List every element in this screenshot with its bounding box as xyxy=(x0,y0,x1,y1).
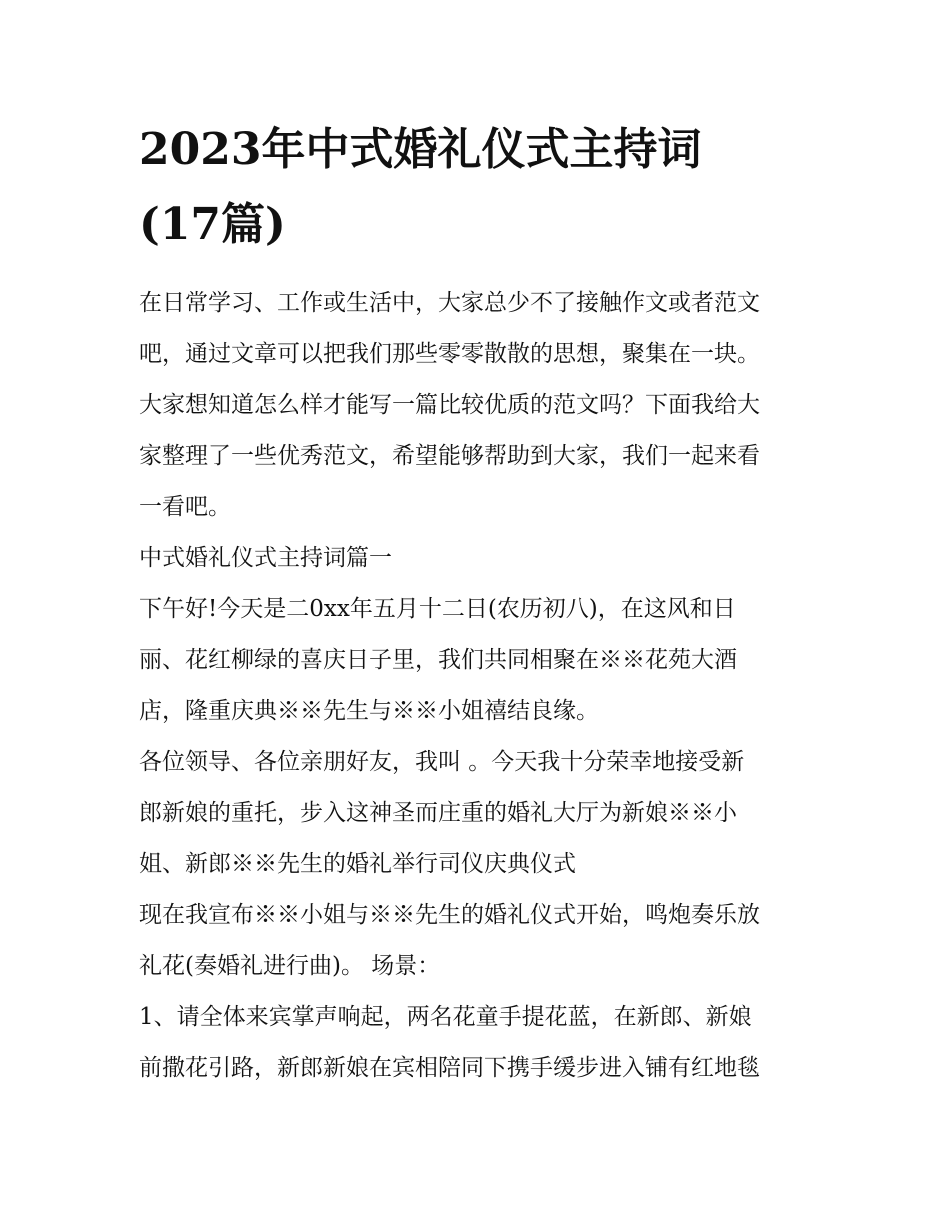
body-line: 店，隆重庆典※※先生与※※小姐禧结良缘。 xyxy=(139,698,599,724)
section-heading: 中式婚礼仪式主持词篇一 xyxy=(139,545,392,571)
body-line: 一看吧。 xyxy=(139,494,231,520)
body-line: 吧，通过文章可以把我们那些零零散散的思想，聚集在一块。 xyxy=(139,341,760,367)
body-line: 1、请全体来宾掌声响起，两名花童手提花蓝，在新郎、新娘 xyxy=(139,1004,752,1030)
body-line: 各位领导、各位亲朋好友，我叫 。今天我十分荣幸地接受新 xyxy=(139,749,745,775)
body-line: 丽、花红柳绿的喜庆日子里，我们共同相聚在※※花苑大酒 xyxy=(139,647,737,673)
body-line: 礼花(奏婚礼进行曲)。 场景： xyxy=(139,953,441,979)
body-line: 郎新娘的重托，步入这神圣而庄重的婚礼大厅为新娘※※小 xyxy=(139,800,737,826)
document-body xyxy=(139,278,839,1094)
body-line: 现在我宣布※※小姐与※※先生的婚礼仪式开始，鸣炮奏乐放 xyxy=(139,902,760,928)
body-line: 家整理了一些优秀范文，希望能够帮助到大家，我们一起来看 xyxy=(139,443,760,469)
body-line: 在日常学习、工作或生活中，大家总少不了接触作文或者范文 xyxy=(139,290,760,316)
body-line: 下午好!今天是二0xx年五月十二日(农历初八)，在这风和日 xyxy=(139,596,736,622)
title-line-1: 2023年中式婚礼仪式主持词 xyxy=(139,124,702,175)
document-title xyxy=(139,112,839,262)
body-line: 大家想知道怎么样才能写一篇比较优质的范文吗？下面我给大 xyxy=(139,392,760,418)
title-line-2: (17篇) xyxy=(139,199,286,250)
body-line: 姐、新郎※※先生的婚礼举行司仪庆典仪式 xyxy=(139,851,576,877)
body-line: 前撒花引路，新郎新娘在宾相陪同下携手缓步进入铺有红地毯 xyxy=(139,1055,760,1081)
